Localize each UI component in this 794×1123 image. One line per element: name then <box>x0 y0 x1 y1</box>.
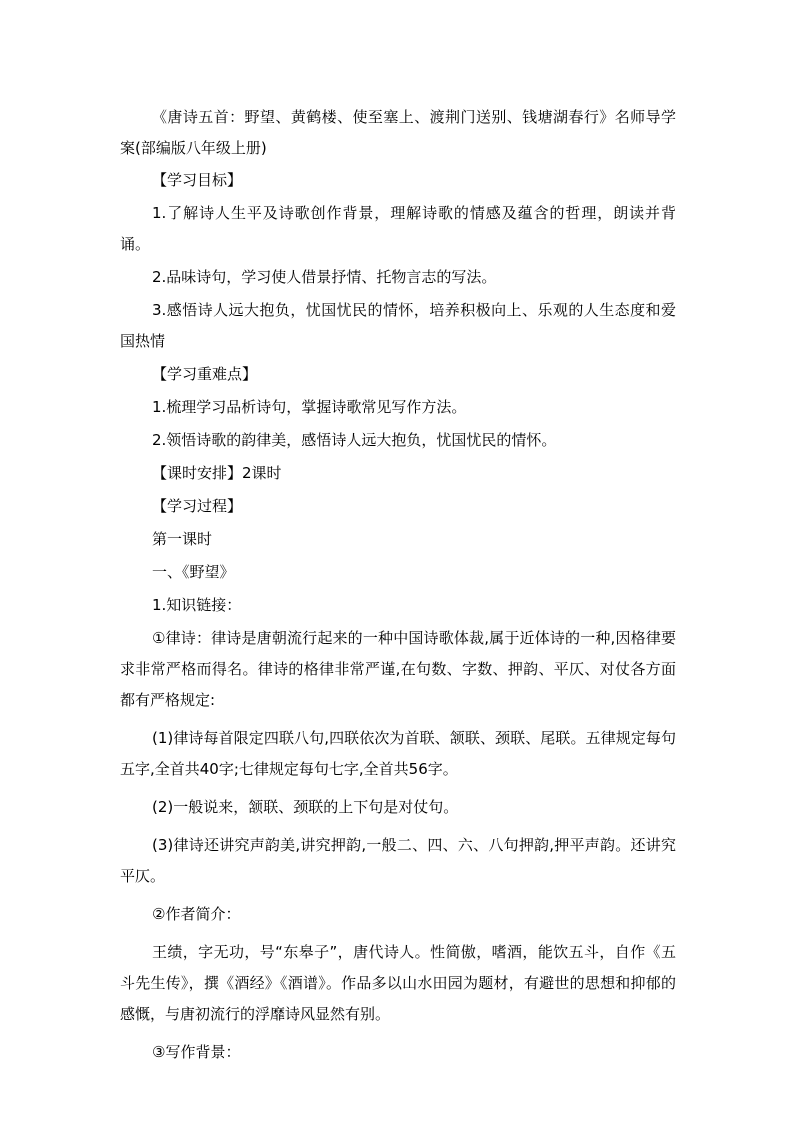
heading-key-points: 【学习重难点】 <box>152 365 258 383</box>
key-point-1: 1.梳理学习品析诗句，掌握诗歌常见写作方法。 <box>152 398 467 416</box>
document-title: 《唐诗五首：野望、黄鹤楼、使至塞上、渡荆门送别、钱塘湖春行》名师导学案(部编版八年级上册) <box>120 108 676 157</box>
heading-process: 【学习过程】 <box>152 497 243 515</box>
regulated-verse-intro: ①律诗：律诗是唐朝流行起来的一种中国诗歌体裁,属于近体诗的一种,因格律要求非常严格而得名。律诗的格律非常严谨,在句数、字数、押韵、平仄、对仗各方面都有严格规定: <box>120 629 676 709</box>
document-body <box>120 102 676 1068</box>
heading-schedule: 【课时安排】2课时 <box>152 464 282 482</box>
author-intro-text: 王绩，字无功，号“东皋子”，唐代诗人。性简傲，嗜酒，能饮五斗，自作《五斗先生传》，撰《酒经》《酒谱》。作品多以山水田园为题材，有避世的思想和抑郁的感慨，与唐初流行的浮靡诗风显然有别。 <box>120 943 676 1023</box>
regulated-verse-rule-1: (1)律诗每首限定四联八句,四联依次为首联、颔联、颈联、尾联。五律规定每句五字,全首共40字;七律规定每句七字,全首共56字。 <box>120 729 676 778</box>
background-heading: ③写作背景： <box>152 1043 241 1061</box>
heading-learning-goals: 【学习目标】 <box>152 171 243 189</box>
regulated-verse-rule-3: (3)律诗还讲究声韵美,讲究押韵,一般二、四、六、八句押韵,押平声韵。还讲究平仄。 <box>120 836 676 885</box>
lesson-label: 第一课时 <box>152 530 213 548</box>
knowledge-link-heading: 1.知识链接： <box>152 596 242 614</box>
goal-item-3: 3.感悟诗人远大抱负，忧国忧民的情怀，培养积极向上、乐观的人生态度和爱国热情 <box>120 301 676 350</box>
goal-item-1: 1.了解诗人生平及诗歌创作背景，理解诗歌的情感及蕴含的哲理，朗读并背诵。 <box>120 204 676 253</box>
goal-item-2: 2.品味诗句，学习使人借景抒情、托物言志的写法。 <box>152 268 497 286</box>
key-point-2: 2.领悟诗歌的韵律美，感悟诗人远大抱负，忧国忧民的情怀。 <box>152 431 557 449</box>
author-intro-heading: ②作者简介： <box>152 905 241 923</box>
poem-section-heading: 一、《野望》 <box>152 563 235 581</box>
regulated-verse-rule-2: (2)一般说来，颔联、颈联的上下句是对仗句。 <box>152 798 459 816</box>
